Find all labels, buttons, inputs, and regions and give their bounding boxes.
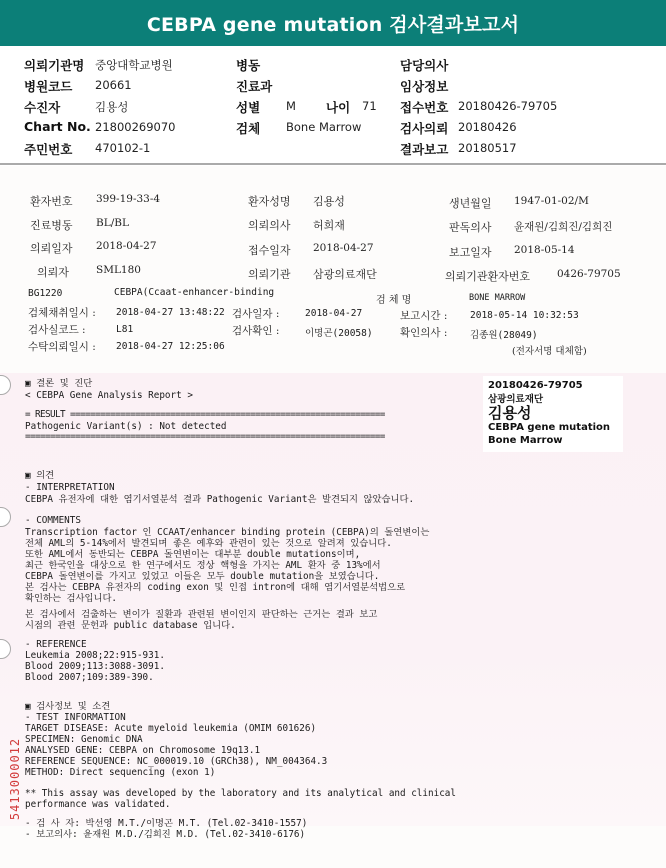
report-line: 최근 한국인을 대상으로 한 연구에서도 정상 핵형을 가지는 AML 환자 중 13%에서 xyxy=(25,560,381,571)
scan-label-collect-time: 검체채취일시 : xyxy=(28,307,96,319)
header-label-specimen: 검체 xyxy=(236,121,261,136)
report-line: Leukemia 2008;22:915-931. xyxy=(25,650,165,661)
scan-label-reading-doctor: 판독의사 xyxy=(449,221,492,234)
report-line: ======================================================================== xyxy=(25,431,385,442)
scan-value-collect-time: 2018-04-27 13:48:22 xyxy=(116,307,225,318)
scan-value-report-date: 2018-05-14 xyxy=(514,244,575,256)
header-label-exam-date: 검사의뢰 xyxy=(400,121,449,136)
scan-label-exam-date: 검사일자 : xyxy=(232,308,280,320)
report-line: ▣ 결론 및 진단 xyxy=(25,378,93,389)
scan-label-dob: 생년월일 xyxy=(449,197,492,210)
scan-value-ward: BL/BL xyxy=(96,217,129,229)
scan-label-report-date: 보고일자 xyxy=(449,246,492,259)
scan-value-report-time: 2018-05-14 10:32:53 xyxy=(470,310,579,321)
report-line: ANALYSED GENE: CEBPA on Chromosome 19q13.1 xyxy=(25,745,261,756)
scan-label-specimen: 검 체 명 xyxy=(376,295,412,306)
header-value-sex: M xyxy=(286,99,296,113)
header-label-resident-no: 주민번호 xyxy=(24,142,73,157)
scan-value-req-inst: 삼광의료재단 xyxy=(313,268,377,281)
header-label-clinical: 임상정보 xyxy=(400,79,449,94)
header-label-age: 나이 xyxy=(326,100,351,115)
scan-label-report-time: 보고시간 : xyxy=(400,310,448,322)
scan-signature-note: (전자서명 대체함) xyxy=(512,346,587,357)
scan-value-confirm-doctor: 김종원(28049) xyxy=(470,330,538,341)
scan-value-req-inst-patient-no: 0426-79705 xyxy=(557,268,621,280)
header-value-institution: 중앙대학교병원 xyxy=(95,58,173,72)
scanned-report xyxy=(0,166,666,868)
scan-label-req-doctor: 의뢰의사 xyxy=(248,219,291,232)
label-org: 삼광의료재단 xyxy=(488,394,544,405)
report-line: Pathogenic Variant(s) : Not detected xyxy=(25,421,227,432)
report-line: 또한 AML에서 동반되는 CEBPA 돌연변이는 대부분 double mutations이며, xyxy=(25,549,361,560)
report-line: 확인하는 검사입니다. xyxy=(25,593,118,604)
report-line: 전체 AML의 5-14%에서 발견되며 좋은 예후와 관련이 있는 것으로 알려져 있습니다. xyxy=(25,538,392,549)
report-line: - TEST INFORMATION xyxy=(25,712,126,723)
report-line: < CEBPA Gene Analysis Report > xyxy=(25,390,193,401)
report-line: METHOD: Direct sequencing (exon 1) xyxy=(25,767,216,778)
report-line: REFERENCE SEQUENCE: NC_000019.10 (GRCh38), NM_004364.3 xyxy=(25,756,328,767)
header-value-hospital-code: 20661 xyxy=(95,78,132,92)
report-line: TARGET DISEASE: Acute myeloid leukemia (OMIM 601626) xyxy=(25,723,317,734)
report-line: ▣ 검사정보 및 소견 xyxy=(25,701,111,712)
header-value-chart-no: 21800269070 xyxy=(95,120,176,134)
report-line: - 검 사 자: 박선영 M.T./이명곤 M.T. (Tel.02-3410-1557) xyxy=(25,818,308,829)
header-label-report-date: 결과보고 xyxy=(400,142,449,157)
scan-exam-name: CEBPA(Ccaat-enhancer-binding xyxy=(114,287,275,298)
report-line: = RESULT =============================================================== xyxy=(25,409,385,420)
scan-value-dob: 1947-01-02/M xyxy=(514,195,589,207)
header-label-institution: 의뢰기관명 xyxy=(24,58,85,73)
header-label-sex: 성별 xyxy=(236,100,261,115)
label-patient-name: 김용성 xyxy=(488,404,532,422)
header-label-dept: 진료과 xyxy=(236,79,273,94)
header-label-hospital-code: 병원코드 xyxy=(24,79,73,94)
report-line: Blood 2007;109:389-390. xyxy=(25,672,154,683)
header-info xyxy=(0,46,666,164)
scan-value-confirm: 이명곤(20058) xyxy=(305,328,373,339)
scan-value-req-doctor: 허희재 xyxy=(313,219,345,232)
header-value-report-date: 20180517 xyxy=(458,141,517,155)
scan-value-req-time: 2018-04-27 12:25:06 xyxy=(116,341,225,352)
scan-label-patient-no: 환자번호 xyxy=(30,195,73,208)
report-line: 본 검사는 CEBPA 유전자의 coding exon 및 인접 intron에 대해 염기서열분석법으로 xyxy=(25,582,406,593)
label-specimen: Bone Marrow xyxy=(488,435,563,446)
report-line: performance was validated. xyxy=(25,799,171,810)
scan-value-patient-name: 김용성 xyxy=(313,195,345,208)
label-receipt-no: 20180426-79705 xyxy=(488,380,583,391)
header-value-age: 71 xyxy=(362,99,377,113)
scan-label-ward: 진료병동 xyxy=(30,219,73,232)
header-separator xyxy=(0,163,666,165)
scan-label-req-inst-patient-no: 의뢰기관환자번호 xyxy=(445,270,531,283)
report-line: CEBPA 유전자에 대한 염기서열분석 결과 Pathogenic Variant은 발견되지 않았습니다. xyxy=(25,494,415,505)
header-label-ward: 병동 xyxy=(236,58,261,73)
report-line: - 보고의사: 윤재원 M.D./김희진 M.D. (Tel.02-3410-6176) xyxy=(25,829,306,840)
report-line: Transcription factor 인 CCAAT/enhancer binding protein (CEBPA)의 돌연변이는 xyxy=(25,527,430,538)
report-line: ▣ 의견 xyxy=(25,470,55,481)
scan-value-reading-doctor: 윤재원/김희진/김희진 xyxy=(514,221,613,233)
report-line: ** This assay was developed by the laboratory and its analytical and clinical xyxy=(25,788,456,799)
header-value-patient: 김용성 xyxy=(95,100,129,114)
header-value-receipt-no: 20180426-79705 xyxy=(458,99,558,113)
scan-value-exam-date: 2018-04-27 xyxy=(305,308,363,319)
report-line: 본 검사에서 검출하는 변이가 질환과 관련된 변이인지 판단하는 근거는 결과 보고 xyxy=(25,609,378,620)
scan-value-req-date: 2018-04-27 xyxy=(96,240,157,252)
scan-label-confirm: 검사확인 : xyxy=(232,325,280,337)
scan-value-recv-date: 2018-04-27 xyxy=(313,242,374,254)
report-line: CEBPA 돌연변이를 가지고 있었고 이들은 모두 double mutation을 보였습니다. xyxy=(25,571,380,582)
report-line: Blood 2009;113:3088-3091. xyxy=(25,661,165,672)
header-label-receipt-no: 접수번호 xyxy=(400,100,449,115)
header-label-patient: 수진자 xyxy=(24,100,61,115)
label-test-name: CEBPA gene mutation xyxy=(488,422,611,433)
report-line: - COMMENTS xyxy=(25,515,81,526)
scan-label-patient-name: 환자성명 xyxy=(248,195,291,208)
report-title xyxy=(0,0,666,46)
scan-value-patient-no: 399-19-33-4 xyxy=(96,193,161,205)
report-title-text: CEBPA gene mutation 검사결과보고서 xyxy=(146,13,520,36)
scan-label-recv-date: 접수일자 xyxy=(248,244,291,257)
scan-value-specimen: BONE MARROW xyxy=(469,293,526,303)
header-value-specimen: Bone Marrow xyxy=(286,120,362,134)
header-value-exam-date: 20180426 xyxy=(458,120,517,134)
report-line: - INTERPRETATION xyxy=(25,482,115,493)
report-line: 시점의 관련 문헌과 public database 입니다. xyxy=(25,620,236,631)
scan-value-requester: SML180 xyxy=(96,264,141,276)
header-label-chart-no: Chart No. xyxy=(24,119,91,134)
specimen-label xyxy=(483,376,623,452)
scan-label-confirm-doctor: 확인의사 : xyxy=(400,327,448,339)
header-label-doctor: 담당의사 xyxy=(400,58,449,73)
scan-label-requester: 의뢰자 xyxy=(37,266,69,279)
side-barcode-number: 5413000012 xyxy=(8,737,23,821)
scan-value-lab-code: L81 xyxy=(116,324,134,335)
scan-exam-code: BG1220 xyxy=(28,288,63,299)
header-value-resident-no: 470102-1 xyxy=(95,141,151,155)
scan-label-req-time: 수탁의뢰일시 : xyxy=(28,341,96,353)
scan-label-req-date: 의뢰일자 xyxy=(30,242,73,255)
scan-label-lab-code: 검사실코드 : xyxy=(28,324,86,336)
report-line: - REFERENCE xyxy=(25,639,87,650)
scan-label-req-inst: 의뢰기관 xyxy=(248,268,291,281)
report-line: SPECIMEN: Genomic DNA xyxy=(25,734,143,745)
